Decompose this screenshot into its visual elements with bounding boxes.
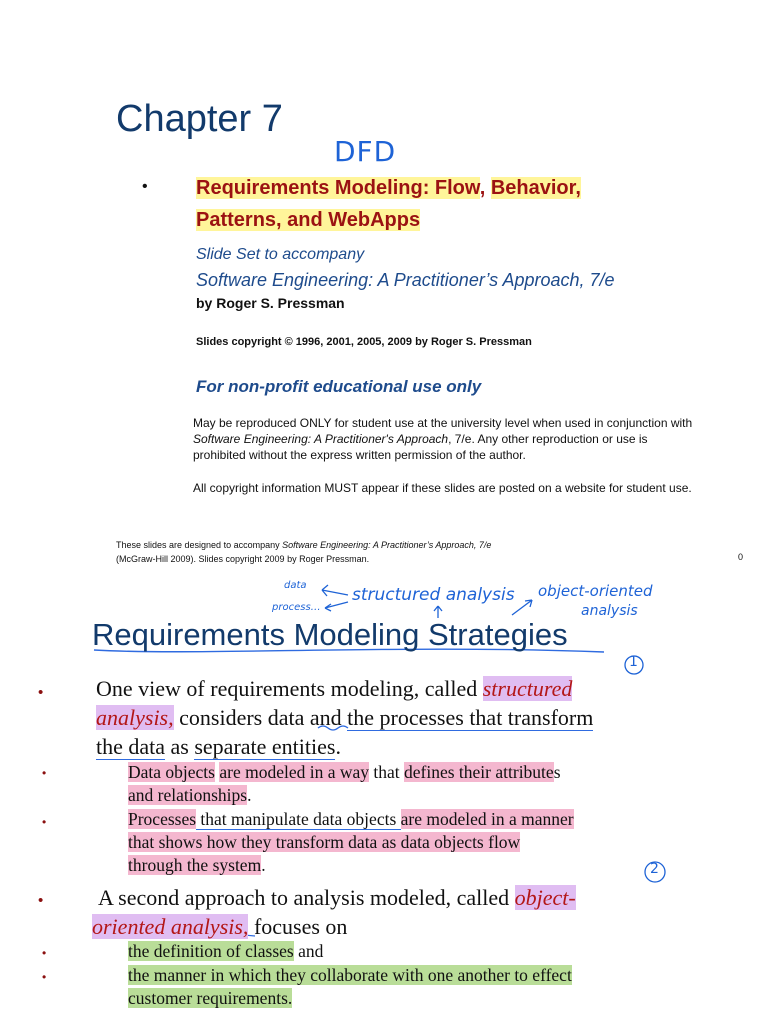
bullet: • — [38, 892, 44, 909]
slide2-title: Requirements Modeling Strategies — [92, 617, 568, 652]
annotation-circle-2: 2 — [650, 861, 659, 877]
paragraph-object-oriented — [92, 883, 738, 941]
bullet: • — [38, 684, 44, 701]
copyright-requirement: All copyright information MUST appear if these slides are posted on a website for student use. — [193, 481, 692, 495]
repro-text-1: May be reproduced ONLY for student use at the university level when used in conjunction with — [193, 416, 693, 430]
sub1-period: . — [247, 785, 252, 805]
p1-text-b: considers — [173, 705, 268, 730]
subpoint-data-objects — [128, 761, 748, 807]
page-number: 0 — [738, 552, 744, 562]
heading-patterns: Patterns — [196, 209, 277, 231]
footer-text-1: These slides are designed to accompany — [116, 540, 283, 550]
handwritten-dfd-note: DFD — [334, 135, 397, 168]
annotation-object-oriented: object-oriented — [538, 582, 653, 600]
sub1-data-objects: Data objects — [128, 762, 215, 782]
sub1-defines: defines their attribute — [404, 762, 554, 782]
p2-text-b: focuses on — [248, 914, 348, 939]
bullet: • — [42, 766, 47, 780]
sub4-requirements: customer requirements. — [128, 988, 293, 1008]
paragraph-structured-analysis — [96, 674, 736, 761]
sub1-that: that — [369, 762, 405, 782]
subpoint-collaborate — [128, 964, 753, 1010]
term-object: object- — [514, 885, 576, 910]
nonprofit-notice: For non-profit educational use only — [196, 377, 482, 396]
footer-book-title: Software Engineering: A Practitioner’s Approach, 7/e — [282, 540, 492, 550]
bullet: • — [42, 815, 47, 829]
sub2-processes: Processes — [128, 809, 197, 829]
sub3-and: and — [293, 941, 324, 961]
repro-text-2: , 7/e. Any other reproduction or use is prohibited without the express written permission of the author. — [193, 432, 648, 462]
sub1-s: s — [553, 762, 561, 782]
copyright-line: Slides copyright © 1996, 2001, 2005, 2009 by Roger S. Pressman — [196, 336, 532, 348]
heading-and-webapps: , and WebApps — [276, 209, 421, 231]
byline: by Roger S. Pressman — [196, 295, 345, 311]
sub2-period: . — [261, 855, 266, 875]
heading-behavior: Behavior, — [490, 177, 581, 199]
p1-processes: the processes that transform — [347, 705, 594, 730]
sub1-relationships: and relationships — [128, 785, 248, 805]
repro-book-title: Software Engineering: A Practitioner's Approach — [193, 432, 449, 446]
sub2-modeled: are modeled in a manner — [400, 809, 574, 829]
annotation-data: data — [284, 580, 307, 591]
term-oriented-analysis: oriented analysis, — [92, 914, 249, 939]
bullet: • — [42, 946, 47, 960]
sub3-definition: the definition of classes — [128, 941, 294, 961]
subpoint-processes — [128, 808, 753, 877]
term-analysis: analysis, — [96, 705, 174, 730]
p1-the-data: the data — [96, 734, 166, 759]
annotation-circle-1: 1 — [629, 654, 638, 670]
p1-data: data — [267, 705, 305, 730]
sub1-modeled: are modeled in a way — [219, 762, 370, 782]
term-structured: structured — [482, 676, 573, 701]
heading-comma: , — [479, 177, 491, 199]
p2-text-a: A second approach to analysis modeled, called — [98, 885, 515, 910]
slide-set-label: Slide Set to accompany — [196, 246, 365, 263]
subpoint-classes — [128, 940, 748, 963]
book-title: Software Engineering: A Practitioner’s Approach, 7/e — [196, 270, 615, 290]
p1-period: . — [335, 734, 341, 759]
bullet: • — [142, 178, 148, 195]
sub2-shows: that shows how they transform data as data objects flow — [128, 832, 521, 852]
p1-text-a: One view of requirements modeling, called — [96, 676, 483, 701]
p1-separate-entities: separate entities — [194, 734, 336, 759]
annotation-structured-analysis: structured analysis — [352, 585, 515, 605]
p1-text-c: and — [304, 705, 348, 730]
footer-text-2: (McGraw-Hill 2009). Slides copyright 2009 by Roger Pressman. — [116, 554, 370, 564]
p1-as: as — [165, 734, 195, 759]
bullet: • — [42, 970, 47, 984]
annotation-process: process… — [272, 602, 321, 613]
sub2-through: through the system — [128, 855, 262, 875]
sub2-manipulate: that manipulate data objects — [196, 809, 401, 829]
annotation-analysis: analysis — [581, 603, 638, 619]
sub4-manner: the manner in which they collaborate with one another to effect — [128, 965, 572, 985]
chapter-title: Chapter 7 — [116, 98, 283, 140]
heading-requirements: Requirements Modeling: Flow — [196, 177, 480, 199]
